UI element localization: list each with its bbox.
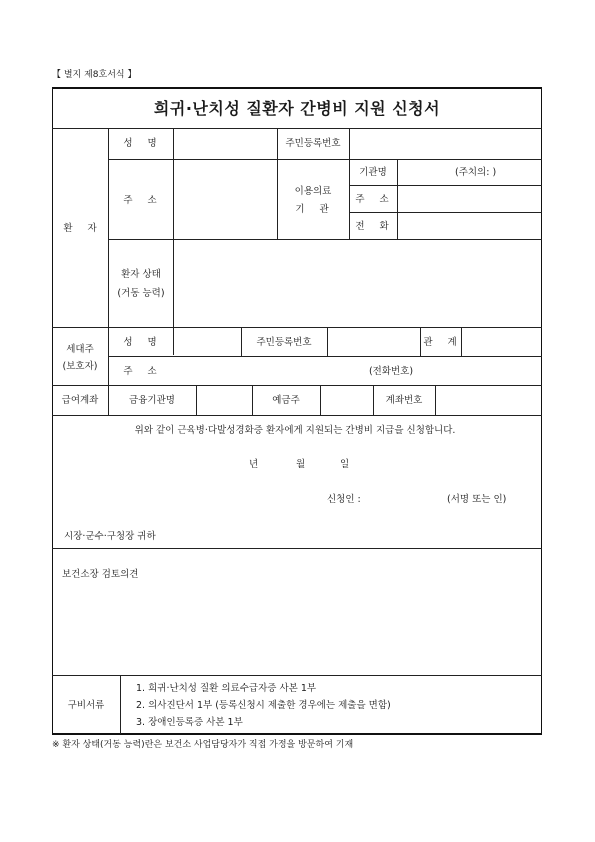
form-title: 희귀·난치성 질환자 간병비 지원 신청서: [153, 99, 441, 118]
patient-status-label-2: (거동 능력): [117, 288, 165, 299]
date-day: 일: [340, 459, 350, 470]
guardian-rrn-label: 주민등록번호: [256, 337, 312, 348]
document-item: 1. 희귀·난치성 질환 의료수급자증 사본 1부: [136, 683, 317, 694]
vline-holder-value: [373, 385, 374, 415]
date-year: 년: [249, 459, 259, 470]
inst-address-label: 주 소: [355, 194, 395, 205]
vline-inst-label: [397, 159, 398, 239]
patient-rrn-label: 주민등록번호: [285, 138, 341, 149]
hline-inst-address: [349, 212, 542, 213]
hline-guardian-name: [108, 356, 542, 357]
applicant-label: 신청인 :: [327, 494, 361, 505]
hline-title: [52, 128, 542, 129]
vline-number-label: [435, 385, 436, 415]
vline-account-label: [108, 385, 109, 415]
patient-name-label: 성 명: [123, 138, 163, 149]
hline-review: [52, 675, 542, 676]
vline-rrn-right: [349, 128, 350, 239]
vline-guardian-rrn: [327, 327, 328, 356]
guardian-address-label: 주 소: [123, 366, 163, 377]
vline-section-label: [108, 128, 109, 385]
form-number: 【 별지 제8호서식 】: [52, 70, 137, 80]
patient-address-label: 주 소: [123, 195, 163, 206]
institution-label-1: 이용의료: [294, 186, 332, 197]
document-item: 3. 장애인등록증 사본 1부: [136, 717, 243, 728]
vline-guardian-rrn-value: [420, 327, 421, 356]
inst-phone-label: 전 화: [355, 221, 395, 232]
outer-border-left: [52, 87, 53, 735]
account-section-label: 급여계좌: [61, 395, 99, 406]
guardian-relation-label: 관 계: [423, 337, 463, 348]
inst-name-label: 기관명: [359, 167, 387, 178]
account-number-label: 계좌번호: [385, 395, 423, 406]
patient-status-label-1: 환자 상태: [121, 269, 161, 280]
date-month: 월: [296, 459, 306, 470]
guardian-section-label-2: (보호자): [62, 361, 98, 372]
bank-label: 금융기관명: [129, 395, 175, 406]
hline-guardian-section: [52, 385, 542, 386]
vline-rrn-left: [277, 128, 278, 239]
hline-account: [52, 415, 542, 416]
outer-border-bottom: [52, 733, 542, 735]
review-label: 보건소장 검토의견: [62, 569, 139, 580]
document-item: 2. 의사진단서 1부 (등록신청시 제출한 경우에는 제출을 면함): [136, 700, 391, 711]
vline-documents: [120, 675, 121, 734]
vline-bank-value: [252, 385, 253, 415]
hline-declaration: [52, 548, 542, 549]
sign-note: (서명 또는 인): [447, 494, 507, 505]
hline-inst-name: [349, 185, 542, 186]
vline-holder-label: [320, 385, 321, 415]
outer-border-top: [52, 87, 542, 89]
patient-section-label: 환 자: [63, 223, 103, 234]
guardian-phone-note: (전화번호): [368, 366, 414, 377]
institution-label-2: 기 관: [295, 204, 335, 215]
vline-field-label: [173, 128, 174, 355]
holder-label: 예금주: [272, 395, 300, 406]
hline-patient-section: [52, 327, 542, 328]
addressee: 시장·군수·구청장 귀하: [64, 531, 156, 542]
vline-bank-label: [196, 385, 197, 415]
guardian-section-label-1: 세대주: [66, 344, 94, 355]
declaration-text: 위와 같이 근육병·다발성경화증 환자에게 지원되는 간병비 지급을 신청합니다.: [134, 425, 456, 436]
guardian-name-label: 성 명: [123, 337, 163, 348]
documents-label: 구비서류: [67, 700, 105, 711]
vline-guardian-name: [241, 327, 242, 356]
inst-name-note: (주치의: ): [455, 167, 497, 178]
footnote: ※ 환자 상태(거동 능력)란은 보건소 사업담당자가 직접 가정을 방문하여 기재: [52, 740, 354, 750]
